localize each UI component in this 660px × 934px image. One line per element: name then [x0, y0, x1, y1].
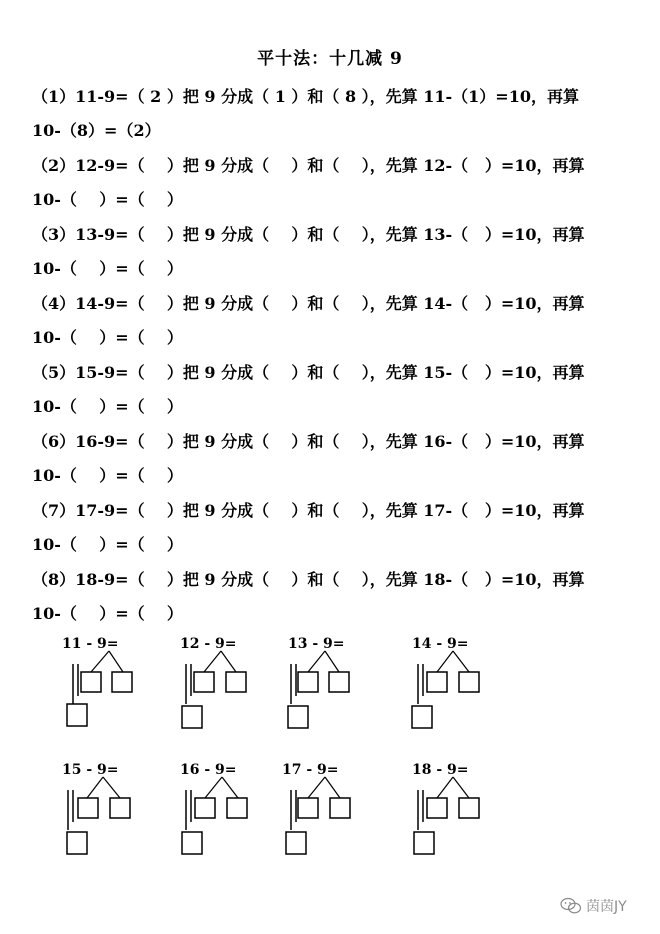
decompose-diagram	[62, 762, 192, 872]
answer-box-ones[interactable]	[81, 672, 101, 692]
wechat-icon	[560, 897, 582, 915]
answer-box-result[interactable]	[286, 832, 306, 854]
watermark-text: 茵茵JY	[586, 899, 627, 915]
answer-box-rest[interactable]	[330, 798, 350, 818]
decompose-diagram	[412, 762, 542, 872]
decompose-lines	[62, 636, 192, 746]
problem-2-line-2: 10-（ ）=（ ）	[32, 190, 183, 209]
problem-4-line-1: （4）14-9=（ ）把 9 分成（ ）和（ ），先算 14-（ ）=10，再算	[32, 294, 585, 313]
decompose-lines	[288, 636, 418, 746]
problem-8-line-1: （8）18-9=（ ）把 9 分成（ ）和（ ），先算 18-（ ）=10，再算	[32, 570, 585, 589]
answer-box-result[interactable]	[288, 706, 308, 728]
answer-box-ones[interactable]	[194, 672, 214, 692]
problem-6-line-1: （6）16-9=（ ）把 9 分成（ ）和（ ），先算 16-（ ）=10，再算	[32, 432, 585, 451]
answer-box-rest[interactable]	[459, 672, 479, 692]
diagram-expression: 15 - 9=	[62, 762, 119, 778]
decompose-lines	[62, 762, 192, 872]
answer-box-result[interactable]	[414, 832, 434, 854]
diagram-expression: 16 - 9=	[180, 762, 237, 778]
diagram-expression: 12 - 9=	[180, 636, 237, 652]
answer-box-ones[interactable]	[195, 798, 215, 818]
decompose-lines	[282, 762, 412, 872]
problem-8-line-2: 10-（ ）=（ ）	[32, 604, 183, 623]
decompose-diagram	[62, 636, 192, 746]
watermark	[560, 896, 627, 916]
answer-box-rest[interactable]	[459, 798, 479, 818]
answer-box-ones[interactable]	[78, 798, 98, 818]
answer-box-result[interactable]	[182, 706, 202, 728]
diagram-expression: 11 - 9=	[62, 636, 119, 652]
problem-1-line-1: （1）11-9=（ 2 ）把 9 分成（ 1 ）和（ 8 ），先算 11-（1）=10，再算	[32, 87, 579, 106]
diagram-expression: 13 - 9=	[288, 636, 345, 652]
diagram-expression: 14 - 9=	[412, 636, 469, 652]
problem-2-line-1: （2）12-9=（ ）把 9 分成（ ）和（ ），先算 12-（ ）=10，再算	[32, 156, 585, 175]
answer-box-result[interactable]	[67, 704, 87, 726]
problem-5-line-1: （5）15-9=（ ）把 9 分成（ ）和（ ），先算 15-（ ）=10，再算	[32, 363, 585, 382]
answer-box-result[interactable]	[182, 832, 202, 854]
answer-box-result[interactable]	[67, 832, 87, 854]
decompose-lines	[412, 636, 542, 746]
problem-4-line-2: 10-（ ）=（ ）	[32, 328, 183, 347]
problem-1-line-2: 10-（8）=（2）	[32, 121, 161, 140]
answer-box-rest[interactable]	[112, 672, 132, 692]
decompose-diagram	[288, 636, 418, 746]
answer-box-result[interactable]	[412, 706, 432, 728]
answer-box-ones[interactable]	[427, 672, 447, 692]
problem-7-line-1: （7）17-9=（ ）把 9 分成（ ）和（ ），先算 17-（ ）=10，再算	[32, 501, 585, 520]
answer-box-rest[interactable]	[329, 672, 349, 692]
decompose-lines	[412, 762, 542, 872]
answer-box-ones[interactable]	[298, 798, 318, 818]
answer-box-ones[interactable]	[427, 798, 447, 818]
problem-7-line-2: 10-（ ）=（ ）	[32, 535, 183, 554]
diagram-expression: 18 - 9=	[412, 762, 469, 778]
answer-box-ones[interactable]	[298, 672, 318, 692]
problem-3-line-1: （3）13-9=（ ）把 9 分成（ ）和（ ），先算 13-（ ）=10，再算	[32, 225, 585, 244]
answer-box-rest[interactable]	[226, 672, 246, 692]
page-title: 平十法：十几减 9	[257, 49, 403, 69]
diagram-expression: 17 - 9=	[282, 762, 339, 778]
problem-6-line-2: 10-（ ）=（ ）	[32, 466, 183, 485]
decompose-diagram	[412, 636, 542, 746]
problem-5-line-2: 10-（ ）=（ ）	[32, 397, 183, 416]
answer-box-rest[interactable]	[227, 798, 247, 818]
problem-3-line-2: 10-（ ）=（ ）	[32, 259, 183, 278]
decompose-diagram	[282, 762, 412, 872]
answer-box-rest[interactable]	[110, 798, 130, 818]
